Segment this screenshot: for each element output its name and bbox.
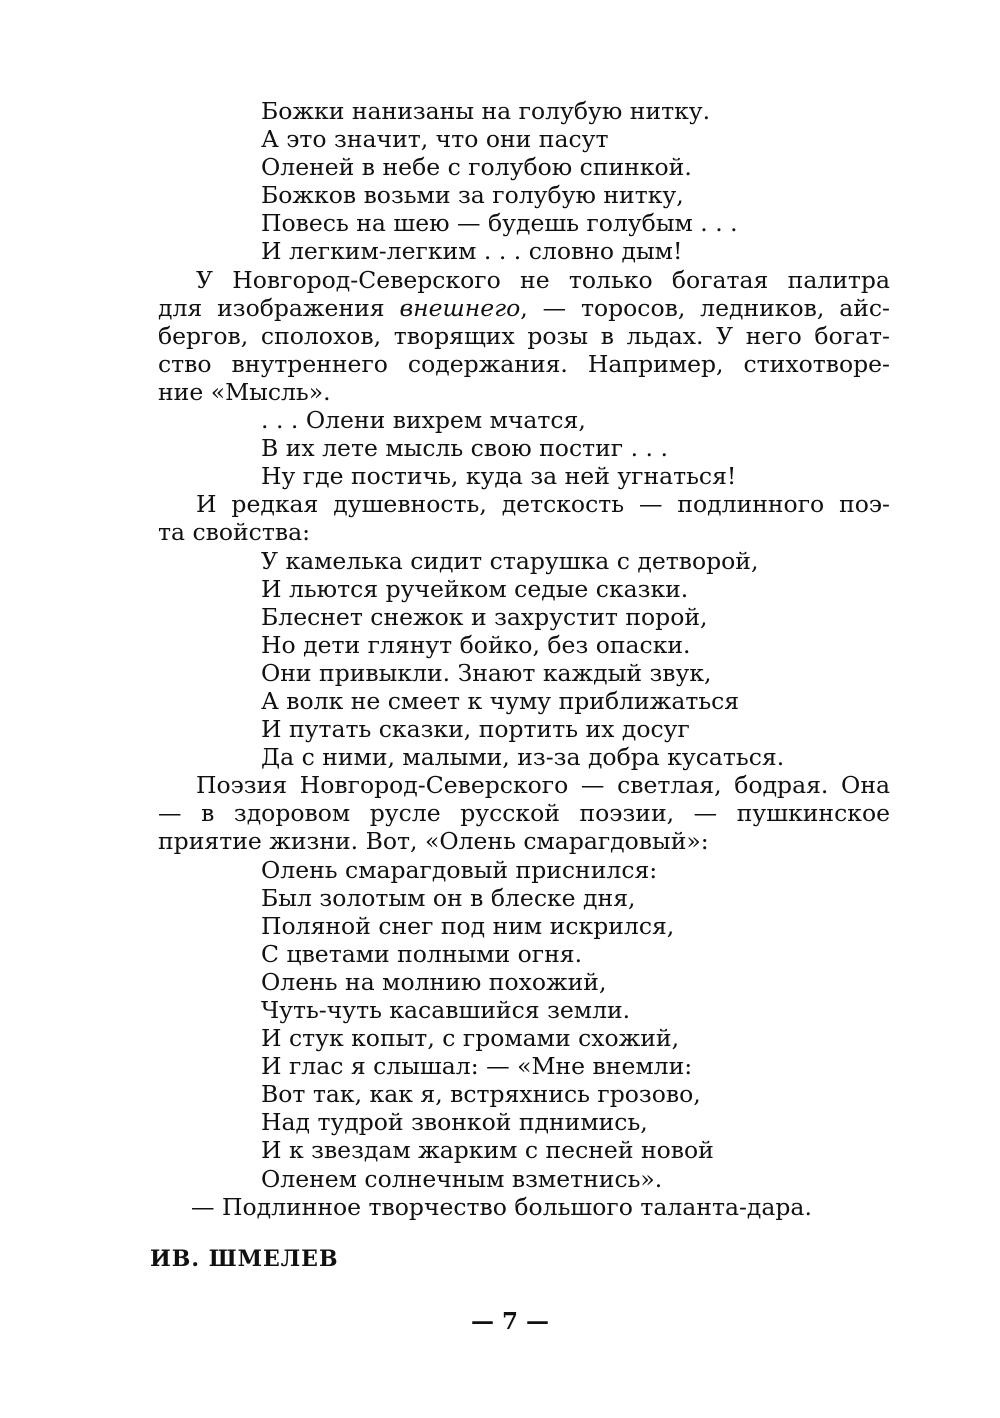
text-line: — в здоровом русле русской поэзии, — пушкинское [158,799,890,828]
verse-line: Ну где постичь, куда за ней угнаться! [261,462,737,491]
verse-line: Над тудрой звонкой пднимись, [261,1108,648,1137]
verse-line: Да с ними, малыми, из-за добра кусаться. [261,743,785,772]
verse-line: А это значит, что они пасут [261,125,609,154]
text-line: та свойства: [158,518,311,547]
verse-line: Божки нанизаны на голубую нитку. [261,97,711,125]
verse-line: Они привыкли. Знают каждый звук, [261,658,712,687]
verse-line: И к звездам жарким с песней новой [261,1136,714,1165]
verse-line: И стук копыт, с громами схожий, [261,1024,680,1053]
text-line: У Новгород-Северского не только богатая палитра [196,265,890,294]
text-line [158,294,890,322]
verse-line: Блеснет снежок и захрустит порой, [261,602,708,631]
text-line: — Подлинное творчество большого таланта-дара. [191,1192,812,1221]
verse-line: Но дети глянут бойко, без опаски. [261,630,691,659]
verse-line: Повесь на шею — будешь голубым . . . [261,209,738,238]
italic-emphasis: внешнего [399,293,521,322]
verse-line: И легким-легким . . . словно дым! [261,237,683,266]
verse-line: Чуть-чуть касавшийся земли. [261,996,631,1024]
verse-line: Вот так, как я, встряхнись грозово, [261,1080,701,1109]
paragraph [158,266,890,406]
verse-line: И путать сказки, портить их досуг [261,715,690,744]
page-body [158,97,890,1221]
verse-line: . . . Олени вихрем мчатся, [261,406,586,435]
text-segment: , — торосов, ледников, айс- [520,293,890,322]
text-line: И редкая душевность, детскость — подлинного поэ- [196,490,890,519]
poem-quote [158,406,890,490]
text-line: Поэзия Новгород-Северского — светлая, бодрая. Она [196,771,890,800]
poem-quote [158,97,890,266]
text-line: ство внутреннего содержания. Например, стихотворе- [158,349,890,378]
verse-line: И льются ручейком седые сказки. [261,574,689,603]
verse-line: Оленей в небе с голубою спинкой. [261,153,692,182]
poem-quote [158,547,890,772]
closing-line [158,1193,890,1221]
verse-line: Божков возьми за голубую нитку, [261,181,684,210]
verse-line: Поляной снег под ним искрился, [261,911,675,940]
verse-line: Олень смарагдовый приснился: [261,855,658,884]
text-line: ние «Мысль». [158,377,331,406]
poem-quote [158,856,890,1193]
verse-line: В их лете мысль свою постиг . . . [261,434,668,463]
page-number: — 7 — [470,1308,550,1335]
verse-line: С цветами полными огня. [261,939,583,968]
author-signature: ИВ. ШМЕЛЕВ [150,1246,339,1272]
verse-line: Олень на молнию похожий, [261,967,607,996]
verse-line: Был золотым он в блеске дня, [261,883,636,912]
text-line: бергов, сполохов, творящих розы в льдах. У него богат- [158,321,890,350]
paragraph [158,771,890,855]
text-line: приятие жизни. Вот, «Олень смарагдовый»: [158,827,709,856]
paragraph [158,490,890,546]
verse-line: Оленем солнечным взметнись». [261,1164,663,1193]
verse-line: А волк не смеет к чуму приближаться [261,686,740,715]
verse-line: У камелька сидит старушка с детворой, [261,546,759,575]
verse-line: И глас я слышал: — «Мне внемли: [261,1052,693,1081]
text-segment: для изображения [158,293,400,322]
